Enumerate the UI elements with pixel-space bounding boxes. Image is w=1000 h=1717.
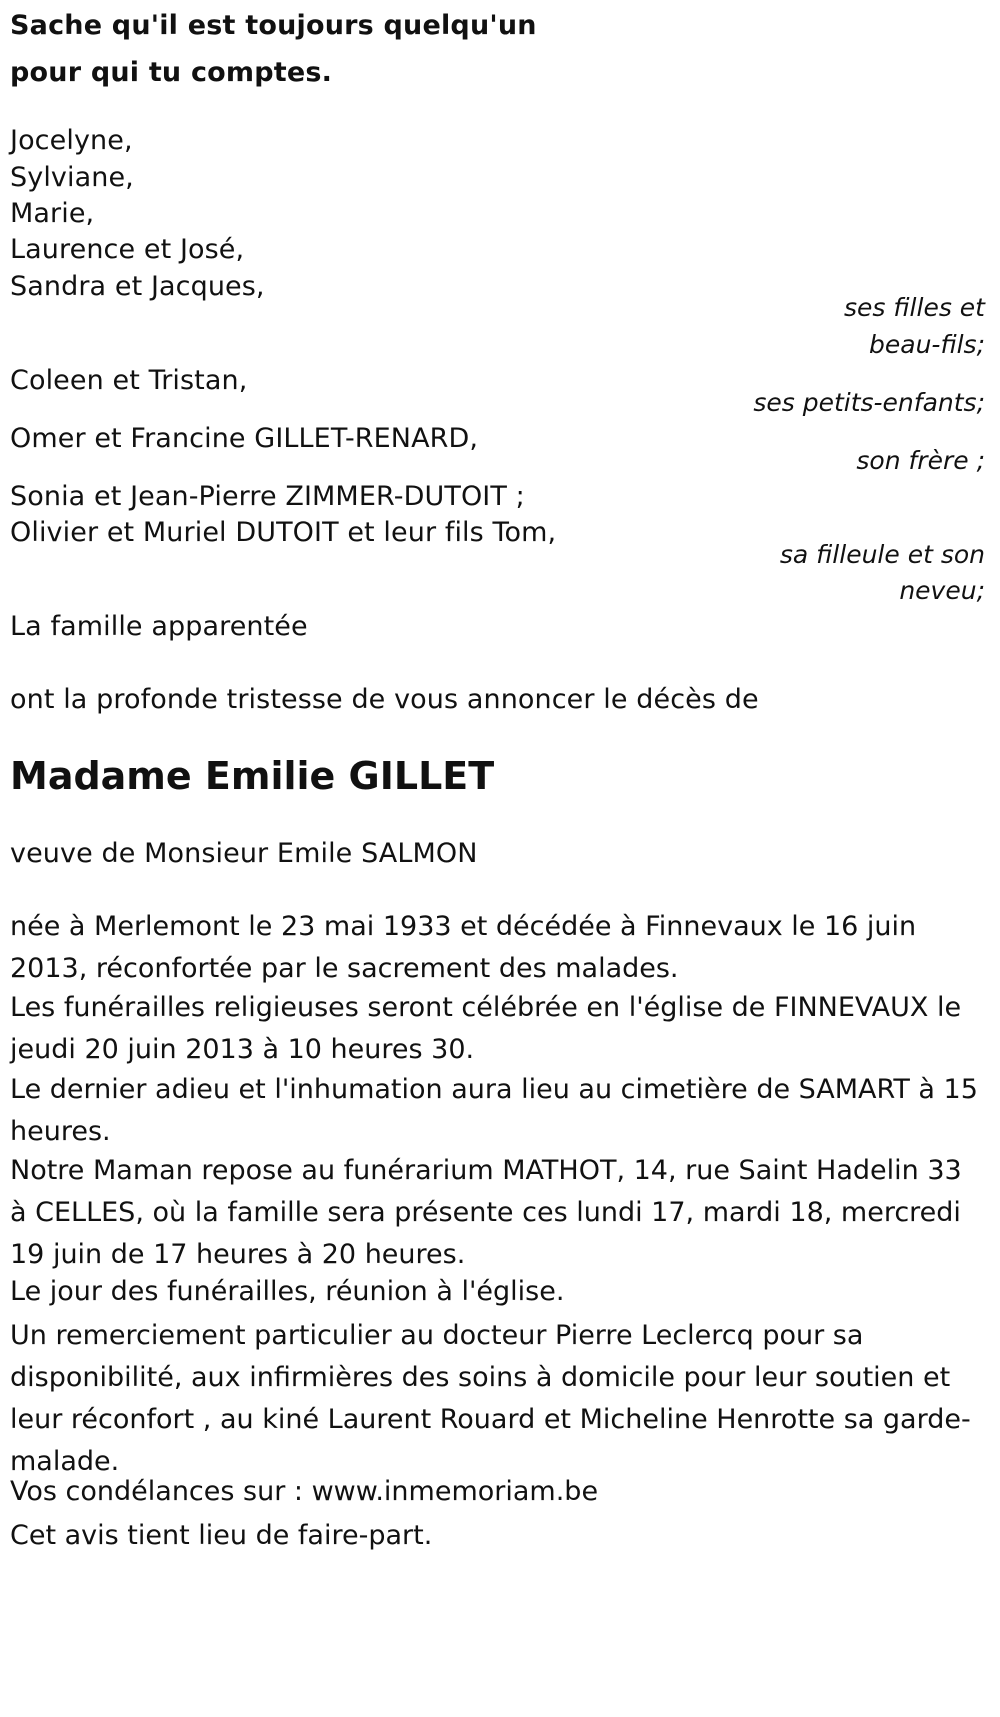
epigraph-line-2: pour qui tu comptes. xyxy=(10,57,333,88)
relation-label: ses filles et xyxy=(844,293,985,322)
funerarium-paragraph: Notre Maman repose au funérarium MATHOT, 14, rue Saint Hadelin 33 à CELLES, où la famille sera présente ces lundi 17, mardi 18, mercredi 19 juin de 17 heures à 20 heures. xyxy=(10,1155,962,1270)
thanks-paragraph: Un remerciement particulier au docteur Pierre Leclercq pour sa disponibilité, aux infirmières des soins à domicile pour leur soutien et leur réconfort , au kiné Laurent Rouard et Micheline Henrotte sa garde-malade. xyxy=(10,1320,971,1477)
notice-paragraph: Cet avis tient lieu de faire-part. xyxy=(10,1520,433,1551)
extended-family: La famille apparentée xyxy=(10,611,308,642)
family-name-line: Sandra et Jacques, xyxy=(10,271,265,302)
obituary-notice xyxy=(10,0,985,1717)
relation-label: ses petits-enfants; xyxy=(753,388,985,417)
condolences-paragraph: Vos condélances sur : www.inmemoriam.be xyxy=(10,1476,599,1507)
family-name-line: Sylviane, xyxy=(10,162,134,193)
family-name-line: Coleen et Tristan, xyxy=(10,365,248,396)
relation-label: son frère ; xyxy=(856,446,985,475)
relation-label: beau-fils; xyxy=(869,330,985,359)
deceased-name: Madame Emilie GILLET xyxy=(10,754,495,798)
family-name-line: Laurence et José, xyxy=(10,234,245,265)
burial-paragraph: Le dernier adieu et l'inhumation aura lieu au cimetière de SAMART à 15 heures. xyxy=(10,1074,978,1147)
relation-label: neveu; xyxy=(899,576,985,605)
announcement-text: ont la profonde tristesse de vous annoncer le décès de xyxy=(10,684,759,715)
birth-death-paragraph: née à Merlemont le 23 mai 1933 et décédée à Finnevaux le 16 juin 2013, réconfortée par le sacrement des malades. xyxy=(10,911,917,984)
family-name-line: Jocelyne, xyxy=(10,125,133,156)
widow-of: veuve de Monsieur Emile SALMON xyxy=(10,838,478,869)
relation-label: sa filleule et son xyxy=(779,540,985,569)
family-name-line: Omer et Francine GILLET-RENARD, xyxy=(10,423,479,454)
funeral-paragraph: Les funérailles religieuses seront célébrée en l'église de FINNEVAUX le jeudi 20 juin 2013 à 10 heures 30. xyxy=(10,992,962,1065)
epigraph-line-1: Sache qu'il est toujours quelqu'un xyxy=(10,10,537,41)
gathering-paragraph: Le jour des funérailles, réunion à l'église. xyxy=(10,1276,565,1307)
family-name-line: Olivier et Muriel DUTOIT et leur fils Tom, xyxy=(10,517,557,548)
family-name-line: Marie, xyxy=(10,198,95,229)
family-name-line: Sonia et Jean-Pierre ZIMMER-DUTOIT ; xyxy=(10,481,525,512)
